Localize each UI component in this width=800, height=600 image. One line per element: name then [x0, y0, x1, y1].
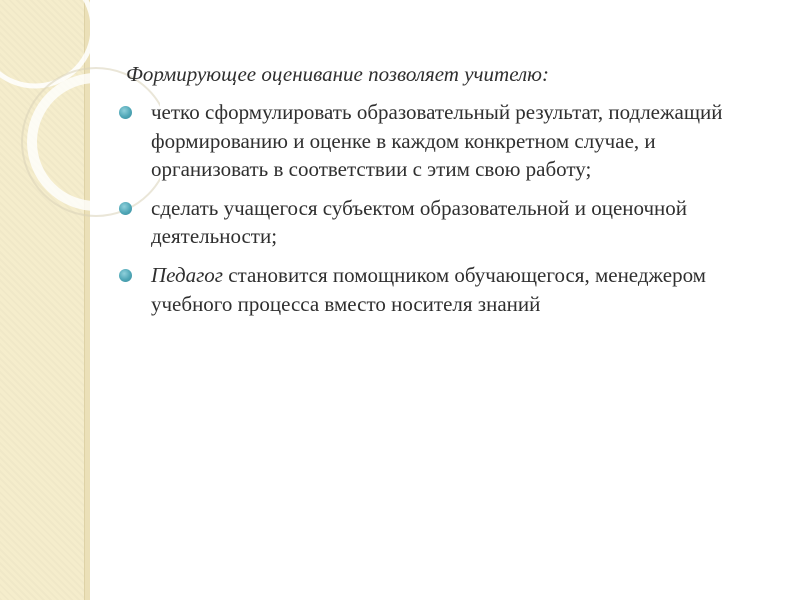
list-item	[118, 261, 758, 318]
bullet-icon	[119, 106, 132, 119]
list-item-text: становится помощником обучающегося, менеджером учебного процесса вместо носителя знаний	[151, 262, 706, 316]
slide-content	[118, 58, 758, 328]
side-panel	[0, 0, 84, 600]
side-panel-border	[84, 0, 90, 600]
list-item-text: четко сформулировать образовательный результат, подлежащий формированию и оценке в каждом конкретном случае, и организовать в соответствии с этим свою работу;	[151, 100, 723, 182]
bullet-icon	[119, 202, 132, 215]
list-item	[118, 98, 758, 184]
bullet-icon	[119, 269, 132, 282]
list-item-text: сделать учащегося субъектом образовательной и оценочной деятельности;	[151, 195, 688, 249]
list-item-emphasis: Педагог	[151, 262, 223, 287]
bullet-list	[118, 98, 758, 318]
list-item	[118, 194, 758, 251]
lead-text: Формирующее оценивание позволяет учителю:	[126, 62, 549, 86]
